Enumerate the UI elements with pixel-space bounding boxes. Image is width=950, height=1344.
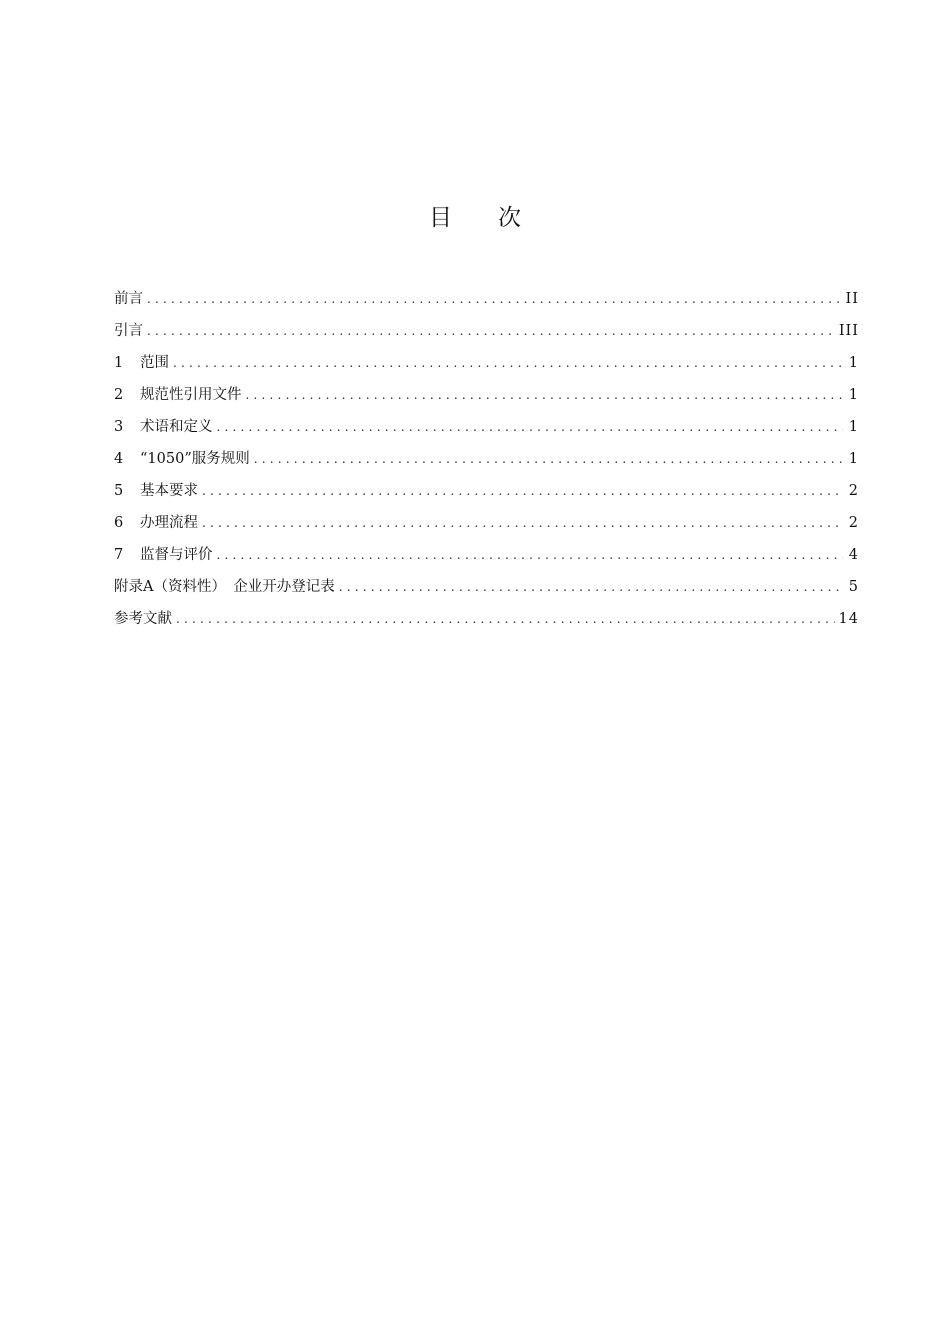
- toc-dot-leader: [217, 414, 844, 440]
- toc-section-number: 7: [114, 547, 124, 563]
- toc-entry-title: “1050”服务规则: [140, 451, 250, 467]
- toc-list: [114, 286, 859, 638]
- toc-dot-leader: [246, 382, 844, 408]
- toc-entry-title: 参考文献: [114, 611, 172, 627]
- toc-entry-title: 附录A（资料性） 企业开办登记表: [114, 579, 335, 595]
- toc-section-number: 4: [114, 451, 124, 467]
- toc-page-number: 1: [848, 419, 859, 435]
- toc-page-number: II: [845, 291, 859, 307]
- toc-entry-scope[interactable]: [114, 350, 859, 382]
- toc-dot-leader: [147, 318, 835, 344]
- toc-entry-process[interactable]: [114, 510, 859, 542]
- toc-dot-leader: [176, 606, 835, 632]
- toc-page-number: 2: [848, 515, 859, 531]
- toc-title: [0, 200, 950, 236]
- toc-entry-normative-references[interactable]: [114, 382, 859, 414]
- toc-entry-basic-requirements[interactable]: [114, 478, 859, 510]
- toc-entry-supervision-evaluation[interactable]: [114, 542, 859, 574]
- toc-section-number: 5: [114, 483, 124, 499]
- toc-entry-title: 前言: [114, 291, 143, 307]
- toc-page-number: 1: [848, 451, 859, 467]
- toc-entry-title: 引言: [114, 323, 143, 339]
- toc-page-number: 1: [848, 355, 859, 371]
- toc-page-number: III: [838, 323, 859, 339]
- toc-section-number: 6: [114, 515, 124, 531]
- toc-entry-title: 术语和定义: [140, 419, 213, 435]
- toc-dot-leader: [173, 350, 843, 376]
- toc-dot-leader: [339, 574, 843, 600]
- toc-page-number: 4: [848, 547, 859, 563]
- toc-entry-title: 规范性引用文件: [140, 387, 242, 403]
- toc-title-char: 次: [498, 205, 521, 231]
- toc-entry-introduction[interactable]: [114, 318, 859, 350]
- toc-entry-terms-definitions[interactable]: [114, 414, 859, 446]
- toc-entry-title: 范围: [140, 355, 169, 371]
- toc-entry-foreword[interactable]: [114, 286, 859, 318]
- toc-entry-title: 办理流程: [140, 515, 198, 531]
- toc-entry-title: 监督与评价: [140, 547, 213, 563]
- toc-dot-leader: [254, 446, 843, 472]
- toc-dot-leader: [217, 542, 844, 568]
- toc-title-char: 目: [429, 205, 452, 231]
- toc-page-number: 14: [838, 611, 859, 627]
- toc-page-number: 2: [848, 483, 859, 499]
- toc-dot-leader: [202, 510, 843, 536]
- toc-entry-bibliography[interactable]: [114, 606, 859, 638]
- toc-section-number: 3: [114, 419, 124, 435]
- toc-entry-appendix-a[interactable]: [114, 574, 859, 606]
- toc-entry-service-rules[interactable]: [114, 446, 859, 478]
- toc-dot-leader: [147, 286, 842, 312]
- toc-section-number: 1: [114, 355, 124, 371]
- toc-page-number: 1: [848, 387, 859, 403]
- toc-dot-leader: [202, 478, 843, 504]
- toc-page-number: 5: [848, 579, 859, 595]
- toc-entry-title: 基本要求: [140, 483, 198, 499]
- toc-section-number: 2: [114, 387, 124, 403]
